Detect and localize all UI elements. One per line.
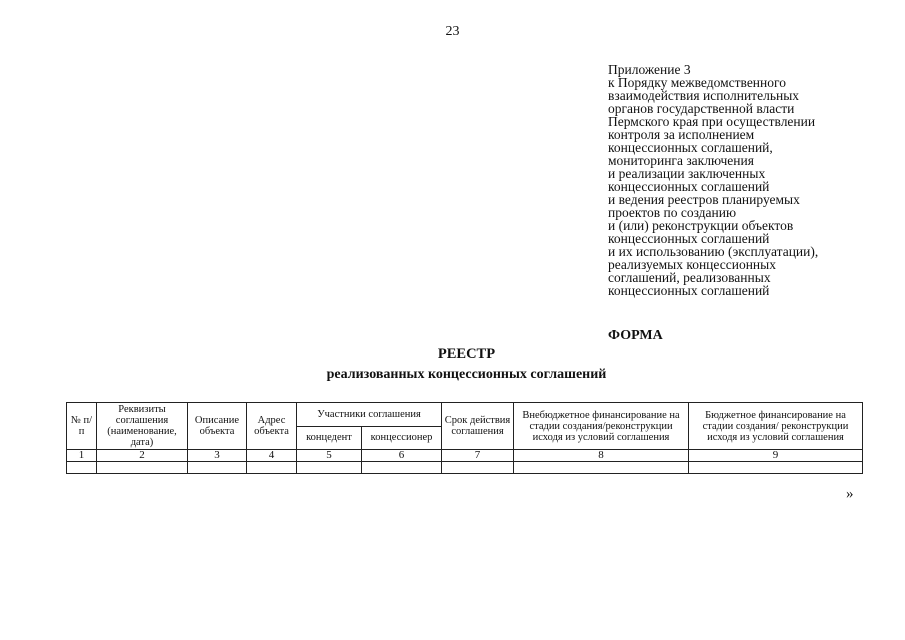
column-number: 7 [442,450,514,462]
form-label: ФОРМА [608,328,663,343]
closing-quote: » [846,486,854,502]
appendix-note [608,63,898,297]
header-grantor: концедент [297,426,362,450]
appendix-line: реализуемых концессионных [608,257,776,272]
empty-cell [362,462,442,474]
header-row [67,403,863,427]
column-number: 2 [97,450,188,462]
document-title: РЕЕСТР [437,346,496,362]
appendix-line: контроля за исполнением [608,127,755,142]
appendix-line: концессионных соглашений, [608,140,773,155]
header-extrabudgetary: Внебюджетное финансирование на стадии создания/реконструкции исходя из условий соглашения [514,403,689,450]
header-budgetary: Бюджетное финансирование на стадии создания/ реконструкции исходя из условий соглашения [689,403,863,450]
empty-cell [442,462,514,474]
empty-cell [188,462,247,474]
appendix-line: и (или) реконструкции объектов [608,218,794,233]
document-subtitle: реализованных концессионных соглашений [326,367,607,382]
appendix-line: и ведения реестров планируемых [608,192,800,207]
header-number: № п/п [67,403,97,450]
column-number: 5 [297,450,362,462]
appendix-line: мониторинга заключения [608,153,754,168]
header-requisites: Реквизиты соглашения (наименование, дата) [97,403,188,450]
empty-cell [689,462,863,474]
empty-cell [67,462,97,474]
header-term: Срок действия соглашения [442,403,514,450]
appendix-line: концессионных соглашений [608,179,770,194]
empty-data-row [67,462,863,474]
empty-cell [297,462,362,474]
appendix-line: концессионных соглашений [608,283,770,298]
appendix-line: Пермского края при осуществлении [608,114,816,129]
column-number: 4 [247,450,297,462]
appendix-line: взаимодействия исполнительных [608,88,800,103]
header-participants: Участники соглашения [297,403,442,427]
column-number: 6 [362,450,442,462]
column-number-row [67,450,863,462]
empty-cell [247,462,297,474]
registry-table [66,402,863,474]
appendix-line: и их использованию (эксплуатации), [608,244,819,259]
appendix-line: соглашений, реализованных [608,270,771,285]
appendix-line: Приложение 3 [608,62,691,77]
column-number: 1 [67,450,97,462]
header-object-description: Описание объекта [188,403,247,450]
empty-cell [97,462,188,474]
column-number: 9 [689,450,863,462]
appendix-line: концессионных соглашений [608,231,770,246]
column-number: 8 [514,450,689,462]
appendix-line: к Порядку межведомственного [608,75,786,90]
page-number: 23 [445,24,460,39]
header-concessionaire: концессионер [362,426,442,450]
appendix-line: проектов по созданию [608,205,737,220]
empty-cell [514,462,689,474]
appendix-line: органов государственной власти [608,101,795,116]
appendix-line: и реализации заключенных [608,166,766,181]
column-number: 3 [188,450,247,462]
header-object-address: Адрес объекта [247,403,297,450]
